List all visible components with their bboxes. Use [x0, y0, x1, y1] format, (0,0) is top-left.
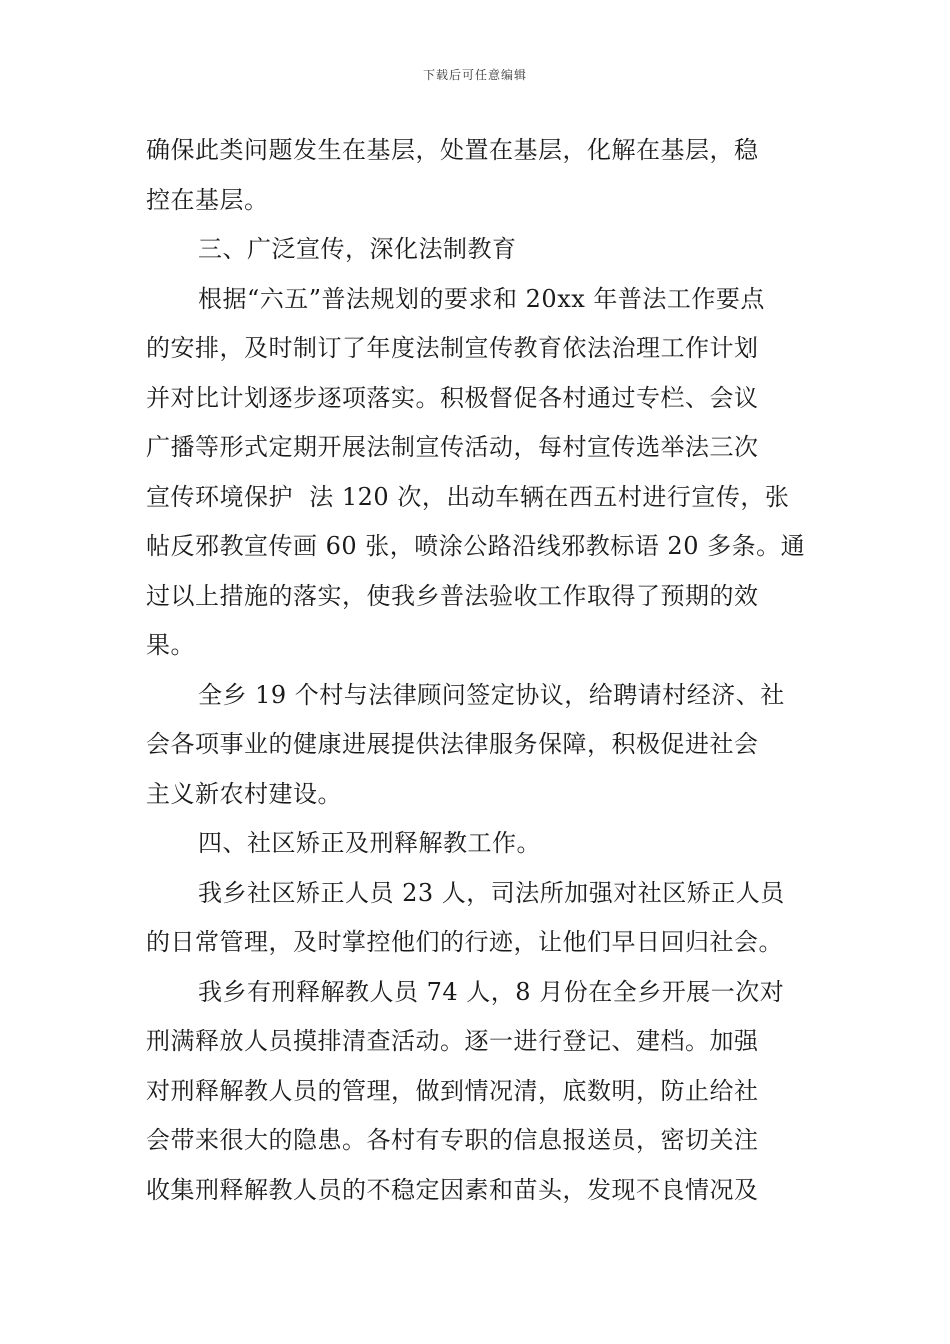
- text-line: 过以上措施的落实，使我乡普法验收工作取得了预期的效: [146, 581, 759, 610]
- text-line: 帖反邪教宣传画 60 张，喷涂公路沿线邪教标语 20 多条。通: [146, 532, 806, 560]
- text-line: 刑满释放人员摸排清查活动。逐一进行登记、建档。加强: [146, 1027, 759, 1055]
- text-line: 会各项事业的健康进展提供法律服务保障，积极促进社会: [146, 730, 759, 758]
- text-line: 会带来很大的隐患。各村有专职的信息报送员，密切关注: [146, 1126, 759, 1154]
- text-line: 的安排，及时制订了年度法制宣传教育依法治理工作计划: [146, 334, 759, 362]
- text-line: 广播等形式定期开展法制宣传活动，每村宣传选举法三次: [146, 433, 759, 461]
- section-heading-three: [146, 225, 806, 275]
- text-line: 果。: [146, 631, 195, 659]
- text-line: 我乡有刑释解教人员 74 人，8 月份在全乡开展一次对: [198, 977, 785, 1006]
- paragraph-legal-publicity: [146, 275, 806, 671]
- paragraph-released-persons: [146, 968, 806, 1216]
- text-line: 全乡 19 个村与法律顾问签定协议，给聘请村经济、社: [198, 680, 785, 709]
- text-line: 根据“六五”普法规划的要求和 20xx 年普法工作要点: [198, 284, 765, 313]
- text-line: 收集刑释解教人员的不稳定因素和苗头，发现不良情况及: [146, 1175, 759, 1204]
- heading-text: 三、广泛宣传，深化法制教育: [198, 235, 517, 263]
- page-header-note: 下载后可任意编辑: [422, 68, 527, 82]
- paragraph-community-correction: [146, 869, 806, 968]
- text-line: 的日常管理，及时掌控他们的行迹，让他们早日回归社会。: [146, 928, 783, 956]
- paragraph-continuation: [146, 126, 806, 225]
- text-line: 确保此类问题发生在基层，处置在基层，化解在基层，稳: [146, 136, 759, 164]
- text-line: 我乡社区矫正人员 23 人，司法所加强对社区矫正人员: [198, 878, 785, 907]
- document-body: [146, 126, 806, 1215]
- text-line: 宣传环境保护 法 120 次，出动车辆在西五村进行宣传，张: [146, 482, 790, 511]
- text-line: 控在基层。: [146, 185, 269, 214]
- text-line: 并对比计划逐步逐项落实。积极督促各村通过专栏、会议: [146, 383, 759, 412]
- heading-text: 四、社区矫正及刑释解教工作。: [198, 829, 541, 857]
- paragraph-legal-advisors: [146, 671, 806, 820]
- section-heading-four: [146, 819, 806, 869]
- text-line: 对刑释解教人员的管理，做到情况清，底数明，防止给社: [146, 1076, 759, 1105]
- text-line: 主义新农村建设。: [146, 779, 342, 808]
